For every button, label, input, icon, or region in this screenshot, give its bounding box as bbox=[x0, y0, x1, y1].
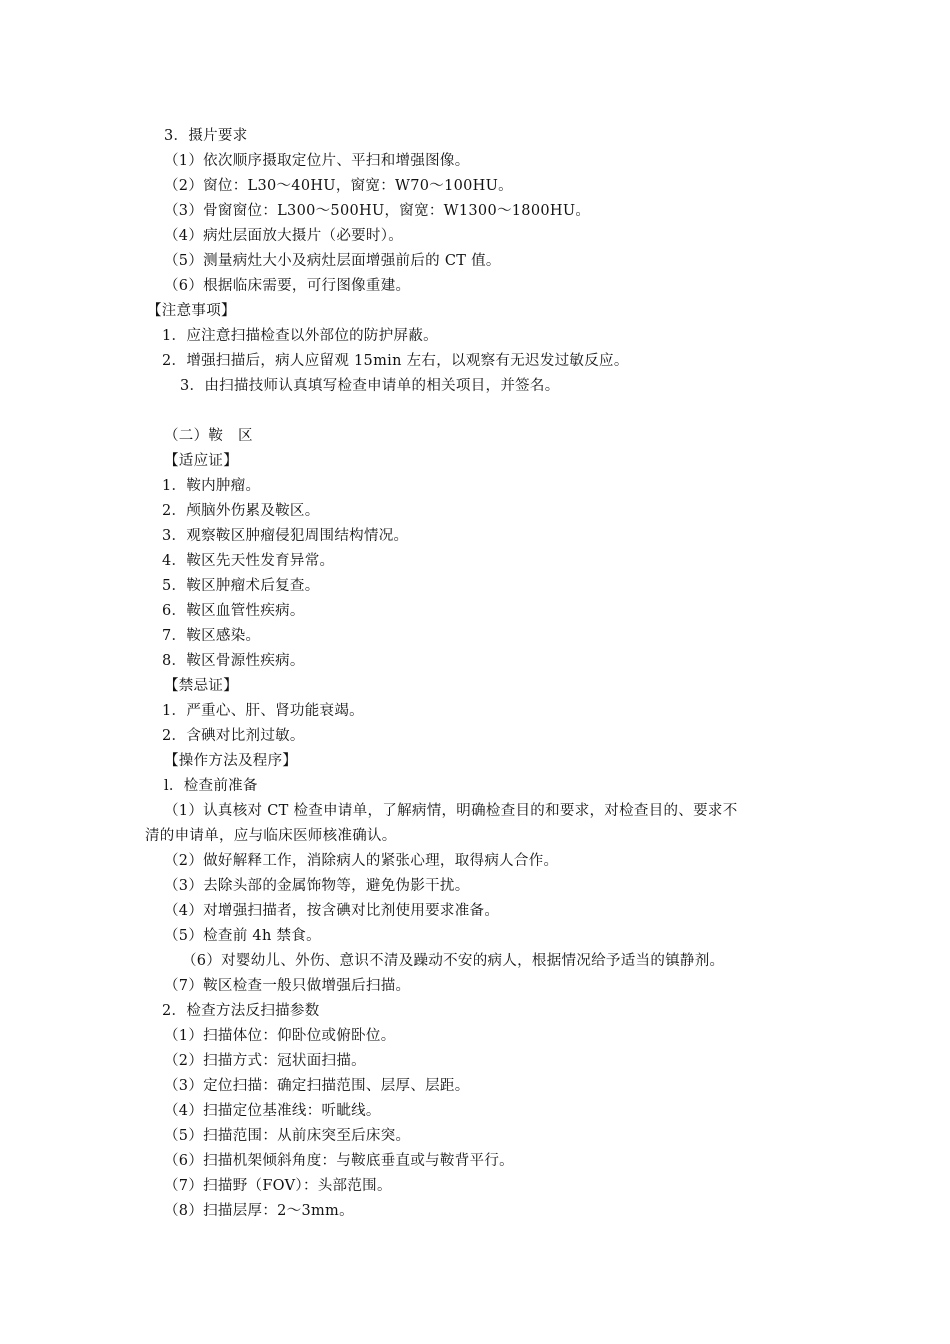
text-line: （3）去除头部的金属饰物等，避免伪影干扰。 bbox=[164, 878, 470, 894]
text-line: （6）扫描机架倾斜角度：与鞍底垂直或与鞍背平行。 bbox=[164, 1153, 514, 1169]
text-line: （1）依次顺序摄取定位片、平扫和增强图像。 bbox=[164, 153, 470, 169]
text-line: （1）认真核对 CT 检查申请单，了解病情，明确检查目的和要求，对检查目的、要求不 bbox=[164, 803, 738, 819]
text-line: （1）扫描体位：仰卧位或俯卧位。 bbox=[164, 1028, 396, 1044]
list-item: 3．观察鞍区肿瘤侵犯周围结构情况。 bbox=[162, 528, 409, 544]
text-line: （5）测量病灶大小及病灶层面增强前后的 CT 值。 bbox=[164, 253, 501, 269]
text-line: （4）对增强扫描者，按含碘对比剂使用要求准备。 bbox=[164, 903, 500, 919]
list-item: 2．颅脑外伤累及鞍区。 bbox=[162, 503, 320, 519]
list-item: 7．鞍区感染。 bbox=[162, 628, 261, 644]
heading-film-requirements: 3．摄片要求 bbox=[164, 128, 248, 144]
text-line: （6）根据临床需要，可行图像重建。 bbox=[164, 278, 411, 294]
text-line: （8）扫描层厚：2～3mm。 bbox=[164, 1203, 354, 1219]
subheading-preparation: l．检查前准备 bbox=[164, 778, 258, 794]
section-title-sellar-region: （二）鞍 区 bbox=[164, 428, 253, 444]
text-line: （5）检查前 4h 禁食。 bbox=[164, 928, 321, 944]
section-heading-precautions: 【注意事项】 bbox=[147, 303, 236, 319]
text-line: （2）窗位：L30～40HU，窗宽：W70～100HU。 bbox=[164, 178, 513, 194]
text-line: （3）定位扫描：确定扫描范围、层厚、层距。 bbox=[164, 1078, 470, 1094]
section-heading-contraindications: 【禁忌证】 bbox=[164, 678, 238, 694]
text-line: （6）对婴幼儿、外伤、意识不清及躁动不安的病人，根据情况给予适当的镇静剂。 bbox=[182, 953, 725, 969]
subheading-scan-parameters: 2．检查方法反扫描参数 bbox=[162, 1003, 320, 1019]
text-line: （7）扫描野（FOV）：头部范围。 bbox=[164, 1178, 392, 1194]
text-line: （3）骨窗窗位：L300～500HU，窗宽：W1300～1800HU。 bbox=[164, 203, 591, 219]
list-item: 5．鞍区肿瘤术后复查。 bbox=[162, 578, 320, 594]
text-line: 清的申请单，应与临床医师核准确认。 bbox=[145, 828, 397, 844]
text-line: 2．增强扫描后，病人应留观 15min 左右，以观察有无迟发过敏反应。 bbox=[162, 353, 629, 369]
section-heading-procedure: 【操作方法及程序】 bbox=[164, 753, 298, 769]
text-line: 1．应注意扫描检查以外部位的防护屏蔽。 bbox=[162, 328, 438, 344]
list-item: 2．含碘对比剂过敏。 bbox=[162, 728, 305, 744]
list-item: 1．鞍内肿瘤。 bbox=[162, 478, 261, 494]
list-item: 4．鞍区先天性发育异常。 bbox=[162, 553, 335, 569]
list-item: 1．严重心、肝、肾功能衰竭。 bbox=[162, 703, 364, 719]
text-line: （4）病灶层面放大摄片（必要时）。 bbox=[164, 228, 404, 244]
section-heading-indications: 【适应证】 bbox=[164, 453, 238, 469]
list-item: 8．鞍区骨源性疾病。 bbox=[162, 653, 305, 669]
text-line: （4）扫描定位基准线：听眦线。 bbox=[164, 1103, 381, 1119]
text-line: （2）扫描方式：冠状面扫描。 bbox=[164, 1053, 366, 1069]
text-line: （7）鞍区检查一般只做增强后扫描。 bbox=[164, 978, 411, 994]
text-line: （2）做好解释工作，消除病人的紧张心理，取得病人合作。 bbox=[164, 853, 559, 869]
text-line: （5）扫描范围：从前床突至后床突。 bbox=[164, 1128, 411, 1144]
list-item: 6．鞍区血管性疾病。 bbox=[162, 603, 305, 619]
text-line: 3．由扫描技师认真填写检查申请单的相关项目，并签名。 bbox=[180, 378, 560, 394]
